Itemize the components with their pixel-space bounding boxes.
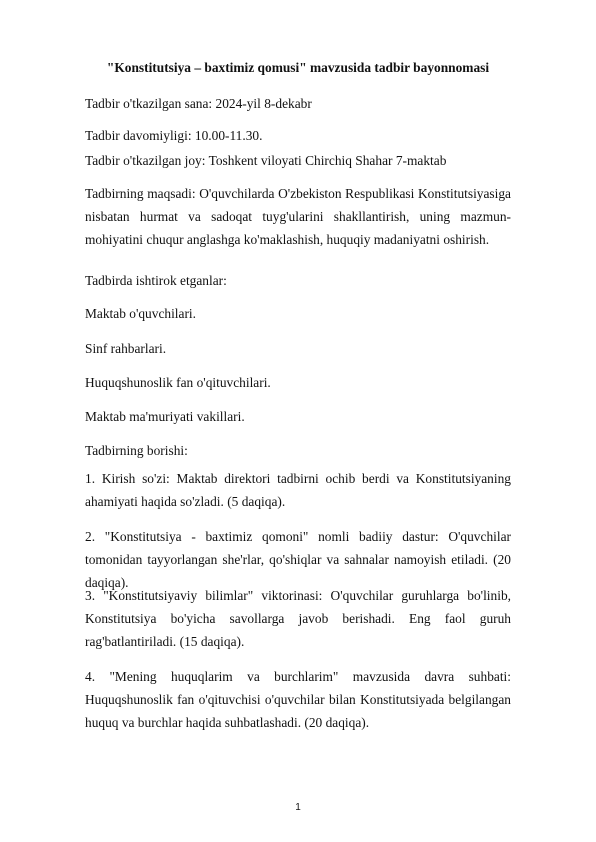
duration-line: Tadbir davomiyligi: 10.00-11.30. [85,128,263,143]
date-line: Tadbir o'tkazilgan sana: 2024-yil 8-dekabr [85,96,312,111]
proceedings-item: 2. "Konstitutsiya - baxtimiz qomoni" nomli badiiy dastur: O'quvchilar tomonidan tayyorlangan she'rlar, qo'shiqlar va sahnalar namoyish etiladi. (20 daqiqa). [85,529,511,590]
participant-item: Sinf rahbarlari. [85,341,167,356]
place-line: Tadbir o'tkazilgan joy: Toshkent viloyati Chirchiq Shahar 7-maktab [85,153,447,168]
proceedings-item: 3. "Konstitutsiyaviy bilimlar" viktorinasi: O'quvchilar guruhlarga bo'linib, Konstitutsiya bo'yicha savollarga javob berishadi. Eng faol guruh rag'batlantiriladi. (15 daqiqa). [85,588,511,649]
participant-item: Huquqshunoslik fan o'qituvchilari. [85,375,271,390]
purpose-paragraph: Tadbirning maqsadi: O'quvchilarda O'zbekiston Respublikasi Konstitutsiyasiga nisbatan hurmat va sadoqat tuyg'ularini shakllantirish, uning mazmun-mohiyatini chuqur anglashga ko'maklashish, huquqiy madaniyatni oshirish. [85,186,511,247]
document-title: "Konstitutsiya – baxtimiz qomusi" mavzusida tadbir bayonnomasi [106,60,490,75]
proceedings-item: 4. "Mening huquqlarim va burchlarim" mavzusida davra suhbati: Huquqshunoslik fan o'qituvchisi o'quvchilar bilan Konstitutsiyada belgilangan huquq va burchlar haqida suhbatlashadi. (20 daqiqa). [85,669,511,730]
proceedings-heading: Tadbirning borishi: [85,443,188,458]
participant-item: Maktab ma'muriyati vakillari. [85,409,245,424]
participants-heading: Tadbirda ishtirok etganlar: [85,273,227,288]
page-number: 1 [295,802,301,813]
participant-item: Maktab o'quvchilari. [85,306,196,321]
proceedings-item: 1. Kirish so'zi: Maktab direktori tadbirni ochib berdi va Konstitutsiyaning ahamiyati haqida so'zladi. (5 daqiqa). [85,471,511,509]
